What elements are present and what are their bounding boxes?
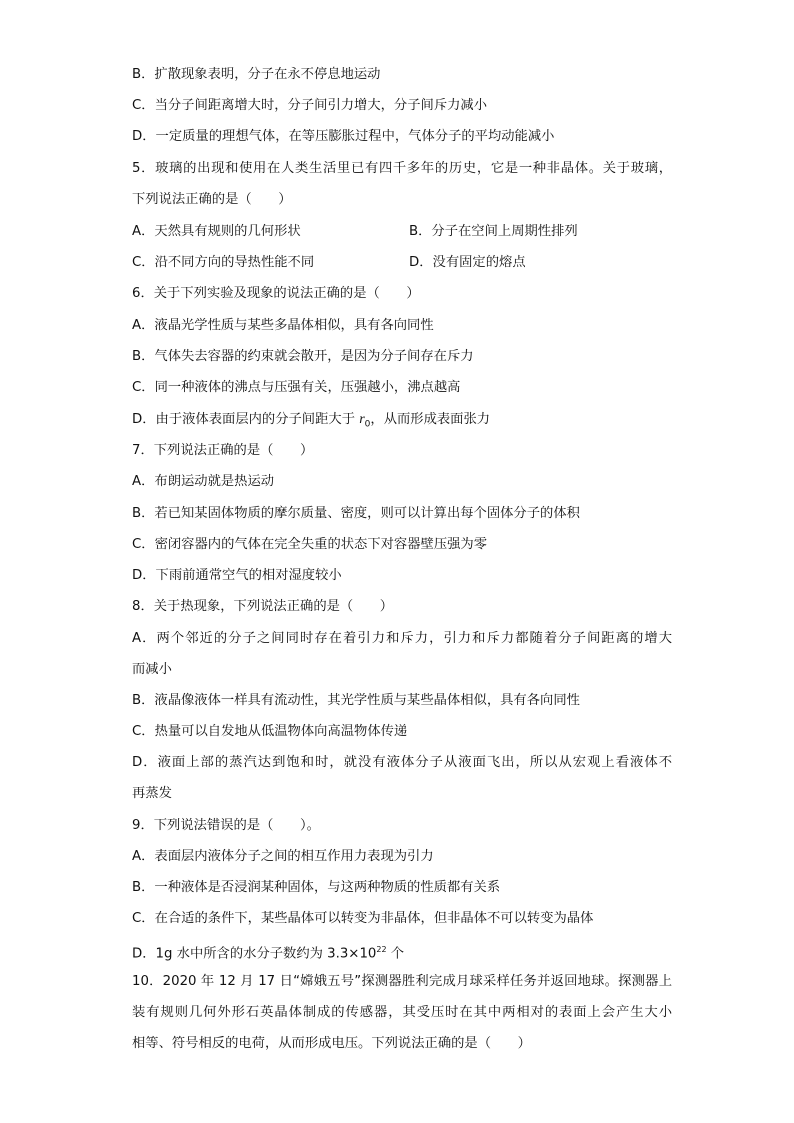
q6-stem: 6．关于下列实验及现象的说法正确的是（ ）: [132, 286, 420, 301]
q9-stem: 9．下列说法错误的是（ ）。: [132, 818, 320, 833]
q7-option-b: B．若已知某固体物质的摩尔质量、密度，则可以计算出每个固体分子的体积: [132, 506, 580, 521]
q9-option-d: [132, 942, 672, 962]
q9-option-d-tail: 个: [386, 946, 405, 962]
q8-option-a-line2: 而减小: [132, 662, 172, 677]
q5-option-d: D．没有固定的熔点: [409, 255, 526, 270]
q6-option-b: B．气体失去容器的约束就会散开，是因为分子间存在斥力: [132, 349, 474, 364]
r0-subscript: 0: [364, 419, 371, 430]
q6-option-d: [132, 412, 672, 433]
q5-options-row2: [132, 255, 672, 271]
q7-option-a: A．布朗运动就是热运动: [132, 474, 275, 489]
q8-option-d-line2: 再蒸发: [132, 786, 172, 801]
q8-option-d-line1: D．液面上部的蒸汽达到饱和时，就没有液体分子从液面飞出，所以从宏观上看液体不: [132, 755, 672, 770]
q7-option-d: D．下雨前通常空气的相对湿度较小: [132, 568, 342, 583]
q5-stem-line2: 下列说法正确的是（ ）: [132, 192, 292, 207]
q6-option-d-tail: ，从而形成表面张力: [370, 412, 491, 427]
q10-stem-line2: 装有规则几何外形石英晶体制成的传感器，其受压时在其中两相对的表面上会产生大小: [132, 1005, 672, 1020]
q10-stem-line1: 10．2020 年 12 月 17 日“嫦娥五号”探测器胜利完成月球采样任务并返回地球。探测器上: [132, 974, 672, 989]
r0-symbol: r: [359, 412, 365, 427]
q4-option-b: B．扩散现象表明，分子在永不停息地运动: [132, 67, 381, 82]
q5-option-b: B．分子在空间上周期性排列: [409, 224, 578, 239]
q7-stem: 7．下列说法正确的是（ ）: [132, 443, 314, 458]
q6-option-c: C．同一种液体的沸点与压强有关，压强越小，沸点越高: [132, 380, 461, 395]
q4-option-d: D．一定质量的理想气体，在等压膨胀过程中，气体分子的平均动能减小: [132, 129, 555, 144]
q8-option-b: B．液晶像液体一样具有流动性，其光学性质与某些晶体相似，具有各向同性: [132, 693, 580, 708]
q9-option-a: A．表面层内液体分子之间的相互作用力表现为引力: [132, 849, 434, 864]
q4-option-c: C．当分子间距离增大时，分子间引力增大，分子间斥力减小: [132, 98, 488, 113]
q5-stem-line1: 5．玻璃的出现和使用在人类生活里已有四千多年的历史，它是一种非晶体。关于玻璃，: [132, 161, 672, 176]
q7-option-c: C．密闭容器内的气体在完全失重的状态下对容器壁压强为零: [132, 537, 488, 552]
q9-option-d-text: D．1g 水中所含的水分子数约为 3.3×10: [132, 946, 377, 962]
q6-option-d-text: D．由于液体表面层内的分子间距大于: [132, 412, 360, 427]
q9-option-b: B．一种液体是否浸润某种固体，与这两种物质的性质都有关系: [132, 880, 501, 895]
q8-stem: 8．关于热现象，下列说法正确的是（ ）: [132, 599, 394, 614]
q6-option-a: A．液晶光学性质与某些多晶体相似，具有各向同性: [132, 318, 434, 333]
q9-option-c: C．在合适的条件下，某些晶体可以转变为非晶体，但非晶体不可以转变为晶体: [132, 911, 594, 926]
q5-options-row1: [132, 224, 672, 240]
q5-option-c: C．沿不同方向的导热性能不同: [132, 255, 315, 270]
q5-option-a: A．天然具有规则的几何形状: [132, 224, 301, 239]
q10-stem-line3: 相等、符号相反的电荷，从而形成电压。下列说法正确的是（ ）: [132, 1036, 531, 1051]
q8-option-a-line1: A．两个邻近的分子之间同时存在着引力和斥力，引力和斥力都随着分子间距离的增大: [132, 631, 672, 646]
q8-option-c: C．热量可以自发地从低温物体向高温物体传递: [132, 724, 408, 739]
exponent: 22: [376, 945, 387, 954]
